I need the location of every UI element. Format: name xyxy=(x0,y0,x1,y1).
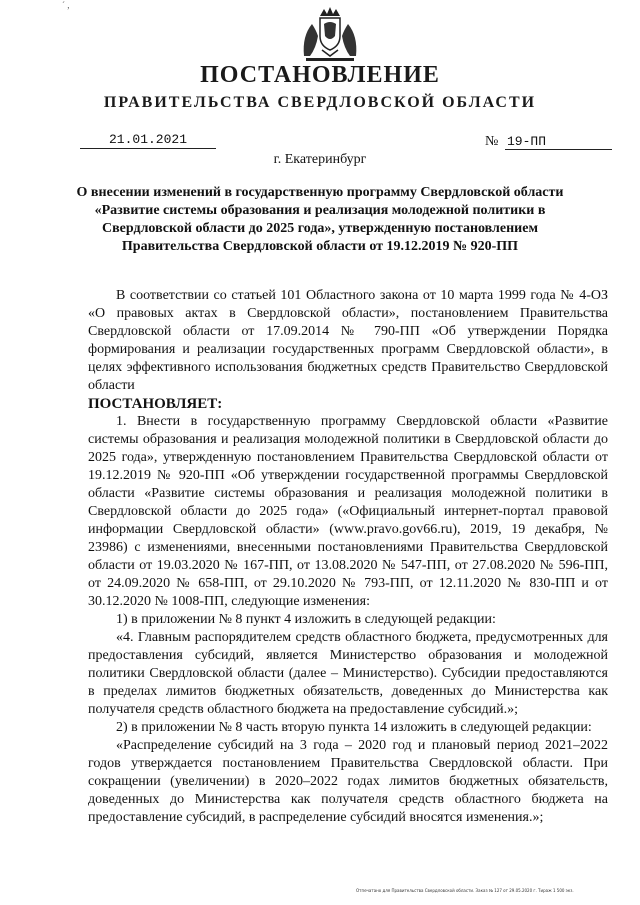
preamble-paragraph: В соответствии со статьей 101 Областного закона от 10 марта 1999 года № 4-ОЗ «О правовых актах в Свердловской области», постановлением Правительства Свердловской области от 17.09.2014 № 790-ПП «Об утверждении Порядка формирования и реализации государственных программ Свердловской области», в целях эффективного использования бюджетных средств Правительство Свердловской области xyxy=(88,288,608,393)
document-number: 19-ПП xyxy=(505,134,612,150)
document-heading: О внесении изменений в государственную программу Свердловской области «Развитие системы образования и реализация молодежной политики в Свердловской области до 2025 года», утвержденную постановлением Правительства Свердловской области от 19.12.2019 № 920-ПП xyxy=(76,185,564,254)
paragraph-1: 1. Внести в государственную программу Свердловской области «Развитие системы образования и реализация молодежной политики в Свердловской области до 2025 года», утвержденную постановлением Правительства Свердловской области от 19.12.2019 № 920-ПП «Об утверждении государственной программы Свердловской области «Развитие системы образования и реализация молодежной политики в Свердловской области до 2025 года» («Официальный интернет-портал правовой информации Свердловской области» (www.pravo.gov66.ru), 2019, 19 декабря, № 23986) с изменениями, внесенными постановлениями Правительства Свердловской области от 19.03.2020 № 167-ПП, от 13.08.2020 № 547-ПП, от 27.08.2020 № 596-ПП, от 24.09.2020 № 658-ПП, от 29.10.2020 № 793-ПП, от 12.11.2020 № 830-ПП и от 30.12.2020 № 1008-ПП, следующие изменения: xyxy=(88,414,608,609)
city: г. Екатеринбург xyxy=(273,152,367,167)
document-date: 21.01.2021 xyxy=(80,132,216,149)
coat-of-arms-icon xyxy=(298,6,362,64)
paragraph-3: «4. Главным распорядителем средств областного бюджета, предусмотренных для предоставления субсидий, является Министерство образования и молодежной политики Свердловской области (далее – Министерство). Субсидии предоставляются в пределах лимитов бюджетных обязательств, доведенных до Министерства как получателя средств областного бюджета на предоставление субсидий.»; xyxy=(88,630,608,717)
number-label: № xyxy=(485,134,499,149)
issuing-authority: ПРАВИТЕЛЬСТВА СВЕРДЛОВСКОЙ ОБЛАСТИ xyxy=(103,94,537,111)
paragraph-2: 1) в приложении № 8 пункт 4 изложить в следующей редакции: xyxy=(116,612,496,627)
print-footer: Отпечатано для Правительства Свердловской области. Заказ № 127 от 29.05.2020 г. Тираж 1 500 экз. xyxy=(356,888,574,893)
document-body xyxy=(88,287,608,827)
paragraph-4: 2) в приложении № 8 часть вторую пункта 14 изложить в следующей редакции: xyxy=(116,720,592,735)
scan-marks: ´ , xyxy=(62,0,70,10)
paragraph-5: «Распределение субсидий на 3 года – 2020 год и плановый период 2021–2022 годов утверждается постановлением Правительства Свердловской области. При сокращении (увеличении) в 2020–2022 годах лимитов бюджетных обязательств, доведенных до Министерства как получателя средств областного бюджета на предоставление субсидий, в распределение субсидий вносятся изменения.»; xyxy=(88,738,608,825)
document-title: ПОСТАНОВЛЕНИЕ xyxy=(200,62,440,88)
decree-word: ПОСТАНОВЛЯЕТ: xyxy=(88,396,223,412)
